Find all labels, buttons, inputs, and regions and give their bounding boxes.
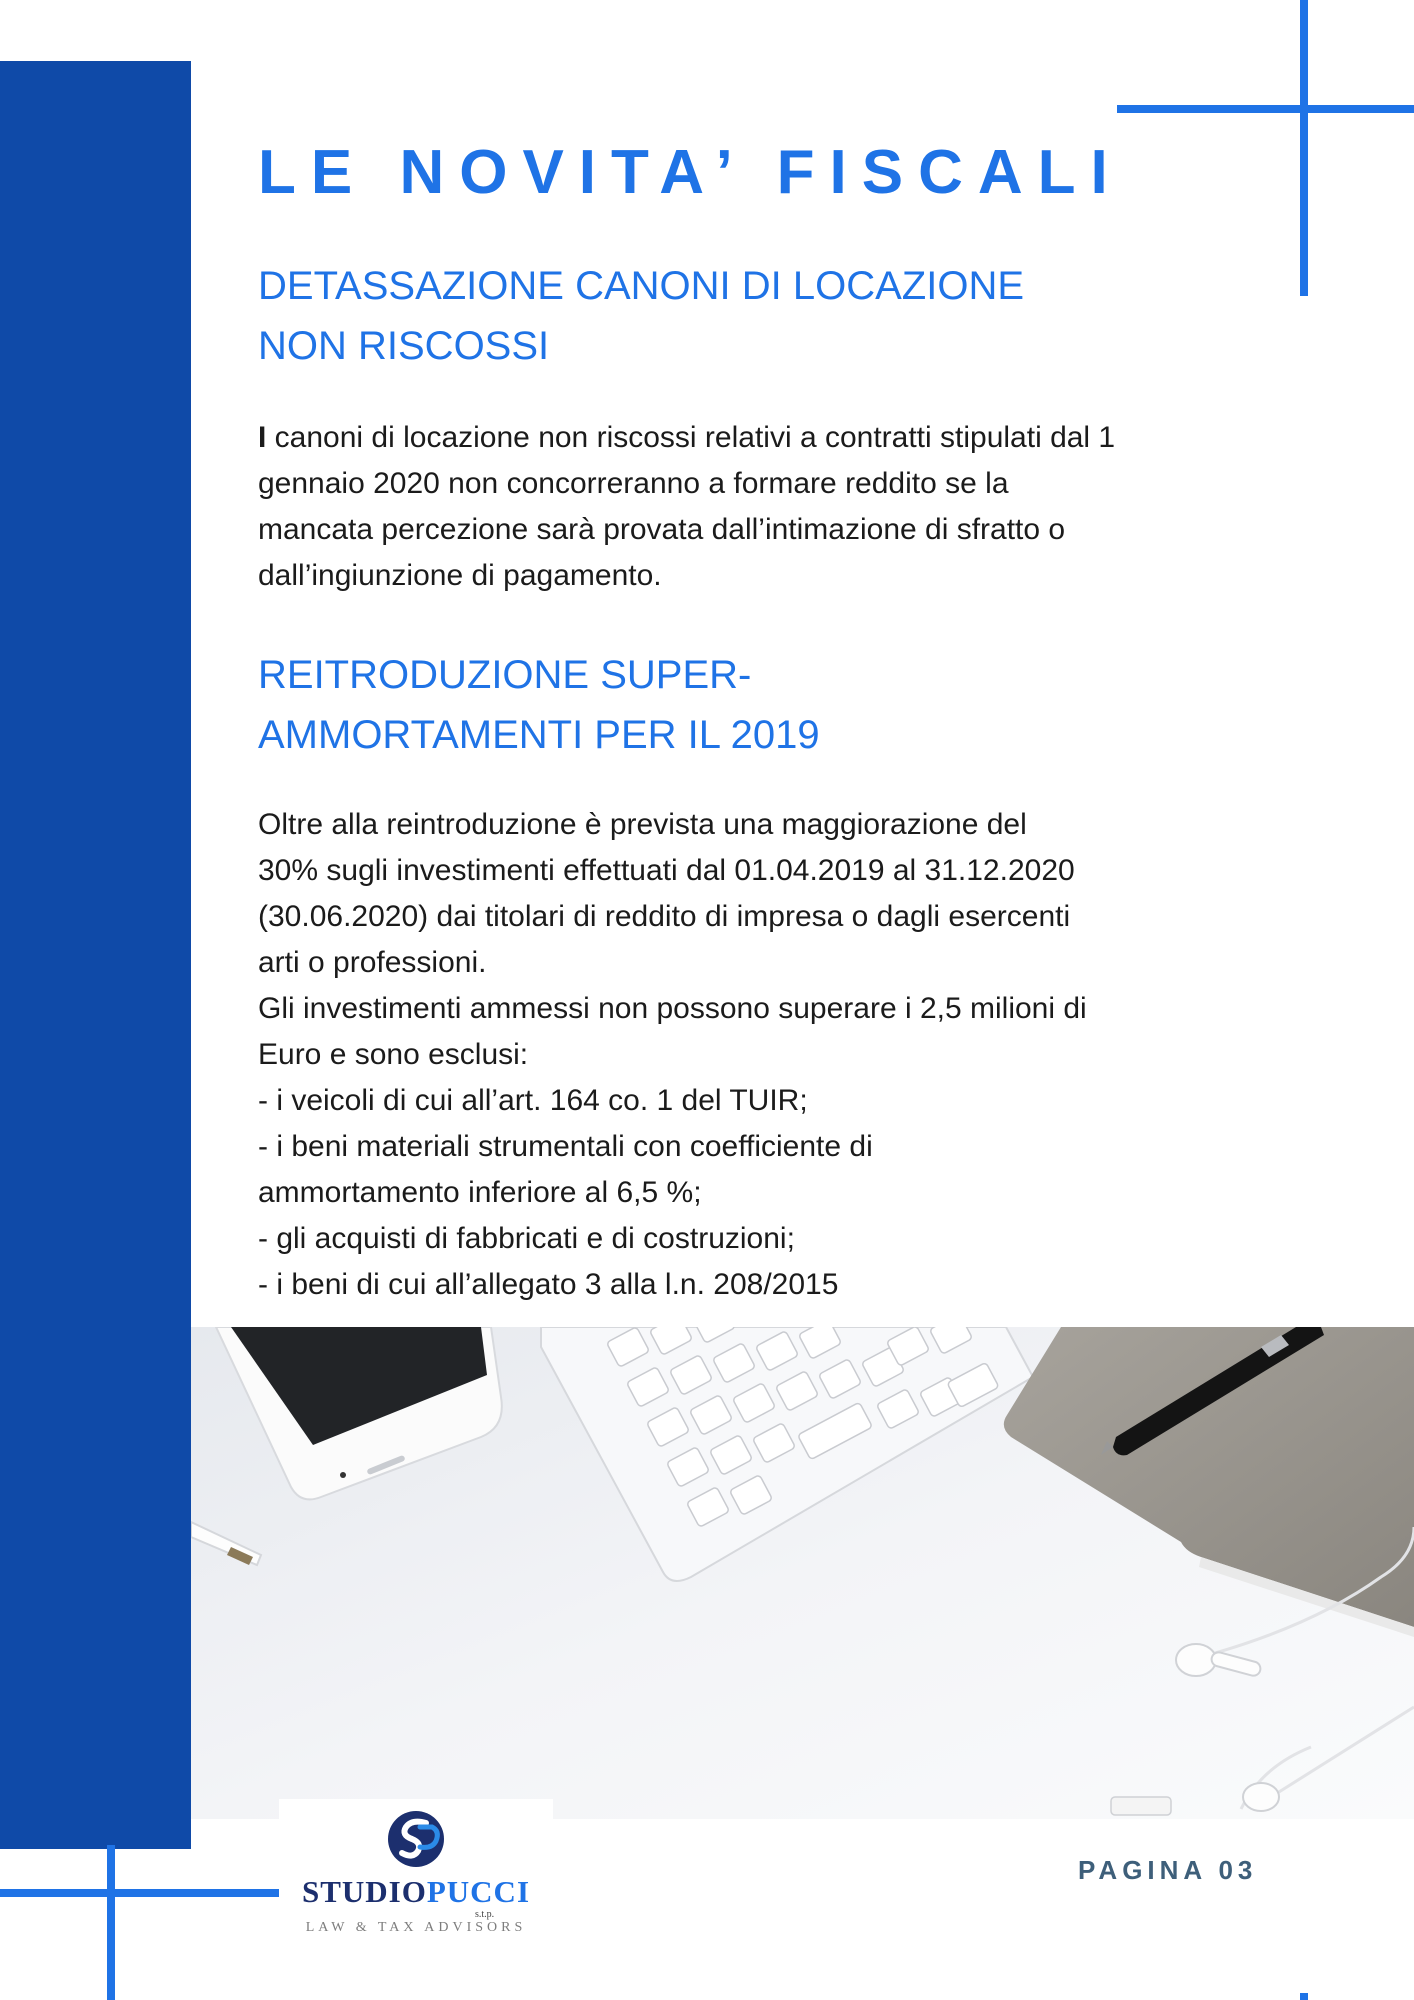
bottom-left-horizontal-line [0, 1889, 279, 1897]
sidebar-band [0, 61, 191, 1849]
section-heading-superammortamenti [258, 645, 1158, 765]
paragraph-line: Oltre alla reintroduzione è prevista una maggiorazione del [258, 808, 1027, 841]
section-heading-detassazione [258, 256, 1158, 376]
paragraph-line: Euro e sono esclusi: [258, 1038, 529, 1071]
logo-tagline: LAW & TAX ADVISORS [305, 1920, 527, 1935]
logo-name [279, 1874, 553, 1910]
paragraph-line: I canoni di locazione non riscossi relativi a contratti stipulati dal 1 [258, 421, 1116, 454]
logo [279, 1799, 553, 1947]
logo-name-accent: PUCCI [426, 1874, 531, 1909]
paragraph-line: Gli investimenti ammessi non possono superare i 2,5 milioni di [258, 992, 1087, 1025]
sp-monogram-icon [386, 1809, 446, 1869]
list-item-continuation: ammortamento inferiore al 6,5 %; [258, 1176, 702, 1209]
paragraph-line: (30.06.2020) dai titolari di reddito di impresa o dagli esercenti [258, 900, 1071, 933]
logo-suffix: s.t.p. [475, 1909, 495, 1920]
bottom-right-corner-mark [1300, 1993, 1308, 2000]
top-right-vertical-line [1300, 0, 1308, 296]
page-number: PAGINA 03 [1078, 1855, 1258, 1885]
list-item: - gli acquisti di fabbricati e di costruzioni; [258, 1222, 795, 1255]
list-item: - i veicoli di cui all’art. 164 co. 1 del TUIR; [258, 1084, 808, 1117]
section-body-detassazione [258, 415, 1338, 599]
heading-line: AMMORTAMENTI PER IL 2019 [258, 713, 820, 757]
heading-line: DETASSAZIONE CANONI DI LOCAZIONE [258, 264, 1025, 308]
desk-photo [191, 1327, 1414, 1819]
paragraph-line: arti o professioni. [258, 946, 487, 979]
top-right-horizontal-line [1117, 105, 1414, 113]
paragraph-line: mancata percezione sarà provata dall’intimazione di sfratto o [258, 513, 1066, 546]
list-item: - i beni di cui all’allegato 3 alla l.n. 208/2015 [258, 1268, 839, 1301]
paragraph-line: 30% sugli investimenti effettuati dal 01.04.2019 al 31.12.2020 [258, 854, 1075, 887]
page-title: LE NOVITA’ FISCALI [258, 138, 1123, 207]
logo-name-part: STUDIO [301, 1874, 427, 1909]
list-item: - i beni materiali strumentali con coefficiente di [258, 1130, 873, 1163]
heading-line: NON RISCOSSI [258, 324, 550, 368]
bottom-left-vertical-line [107, 1845, 115, 2000]
paragraph-line: gennaio 2020 non concorreranno a formare reddito se la [258, 467, 1009, 500]
paragraph-line: dall’ingiunzione di pagamento. [258, 559, 662, 592]
heading-line: REITRODUZIONE SUPER- [258, 653, 752, 697]
paper-clip-icon [1111, 1797, 1171, 1815]
section-body-superammortamenti [258, 802, 1338, 1308]
